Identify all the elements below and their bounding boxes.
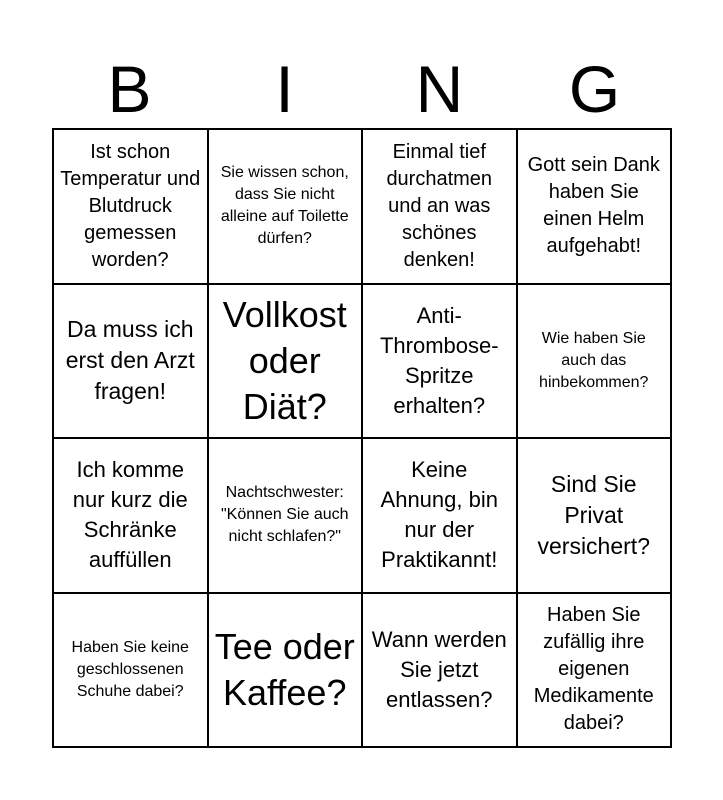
- bingo-cell[interactable]: [517, 129, 672, 284]
- bingo-cell[interactable]: [362, 593, 517, 748]
- cell-text: Gott sein Dank haben Sie einen Helm aufgehabt!: [527, 154, 660, 258]
- cell-text: Ich komme nur kurz die Schränke auffüllen: [72, 457, 188, 573]
- cell-text: Sind Sie Privat versichert?: [537, 470, 650, 559]
- header-letter-b: B: [107, 52, 152, 126]
- cell-text: Wann werden Sie jetzt entlassen?: [371, 626, 507, 712]
- bingo-cell[interactable]: [362, 129, 517, 284]
- bingo-cell[interactable]: [517, 593, 672, 748]
- bingo-cell[interactable]: [208, 129, 363, 284]
- cell-text: Keine Ahnung, bin nur der Praktikannt!: [380, 457, 498, 573]
- bingo-cell[interactable]: [362, 284, 517, 439]
- bingo-cell[interactable]: [53, 284, 208, 439]
- bingo-cell[interactable]: [208, 593, 363, 748]
- bingo-cell[interactable]: [208, 284, 363, 439]
- cell-text: Haben Sie zufällig ihre eigenen Medikamente dabei?: [533, 604, 654, 735]
- bingo-cell[interactable]: [517, 284, 672, 439]
- cell-text: Ist schon Temperatur und Blutdruck gemessen worden?: [60, 140, 201, 271]
- cell-text: Tee oder Kaffee?: [214, 625, 355, 713]
- cell-text: Einmal tief durchatmen und an was schönes denken!: [386, 140, 493, 271]
- cell-text: Da muss ich erst den Arzt fragen!: [65, 316, 195, 405]
- cell-text: Nachtschwester: "Können Sie auch nicht schlafen?": [220, 484, 349, 546]
- header-letter-i: I: [275, 52, 294, 126]
- bingo-cell[interactable]: [53, 593, 208, 748]
- bingo-cell[interactable]: [208, 438, 363, 593]
- cell-text: Sie wissen schon, dass Sie nicht alleine auf Toilette dürfen?: [220, 164, 349, 248]
- cell-text: Anti-Thrombose-Spritze erhalten?: [379, 302, 499, 418]
- bingo-cell[interactable]: [362, 438, 517, 593]
- header-letter-n: N: [415, 52, 464, 126]
- bingo-cell[interactable]: [517, 438, 672, 593]
- header-letter-g: G: [568, 52, 621, 126]
- bingo-cell[interactable]: [53, 438, 208, 593]
- cell-text: Wie haben Sie auch das hinbekommen?: [539, 329, 649, 391]
- cell-text: Haben Sie keine geschlossenen Schuhe dabei?: [71, 638, 189, 700]
- cell-text: Vollkost oder Diät?: [222, 293, 347, 427]
- bingo-grid: [52, 128, 672, 748]
- bingo-cell[interactable]: [53, 129, 208, 284]
- bingo-header: [52, 50, 672, 128]
